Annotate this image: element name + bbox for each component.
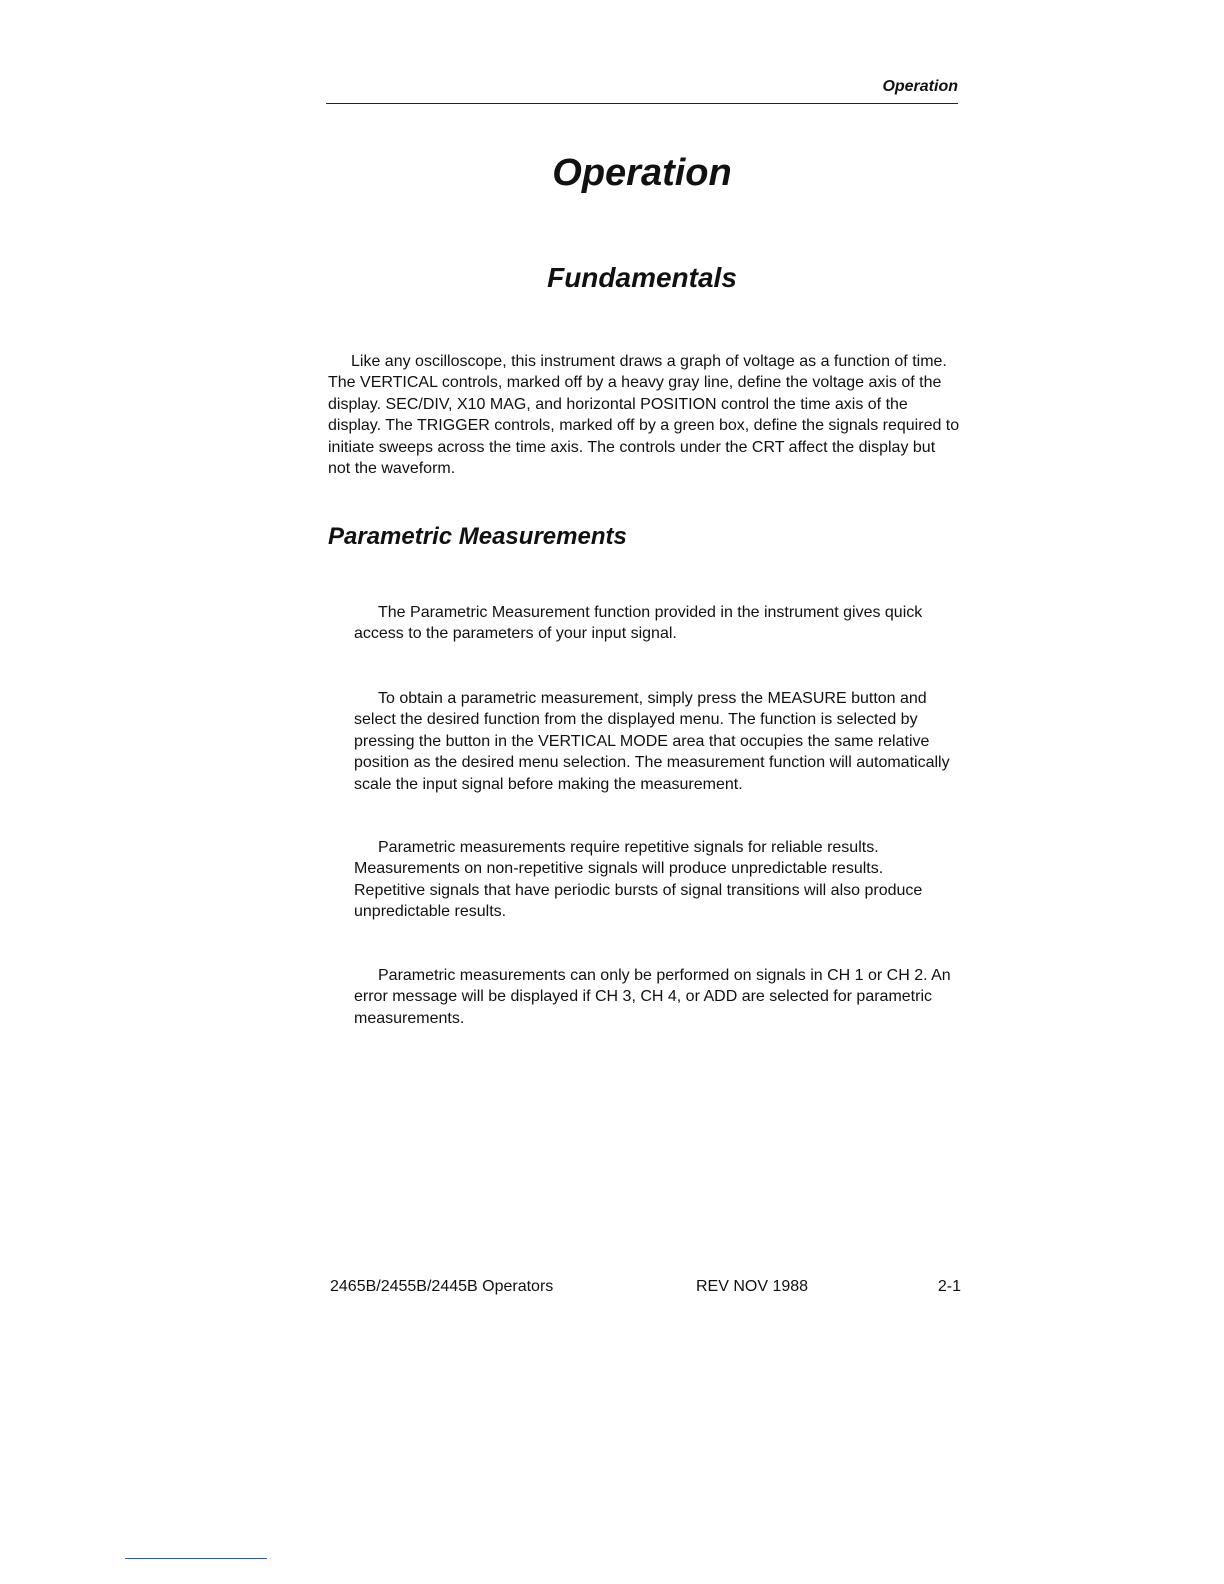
parametric-paragraph: Parametric measurements can only be performed on signals in CH 1 or CH 2. An error message will be displayed if CH 3, CH 4, or ADD are selected for parametric measurements. — [354, 967, 951, 1027]
parametric-paragraph: To obtain a parametric measurement, simply press the MEASURE button and select the desired function from the displayed menu. The function is selected by pressing the button in the VERTICAL MODE area that occupies the same relative position as the desired menu selection. The measurement function will automatically scale the input signal before making the measurement. — [354, 690, 950, 793]
footer-document-title: 2465B/2455B/2445B Operators — [330, 1278, 554, 1295]
parametric-paragraph: The Parametric Measurement function provided in the instrument gives quick access to the parameters of your input signal. — [354, 604, 923, 643]
chapter-title: Operation — [552, 152, 732, 194]
header-rule — [326, 103, 958, 104]
footer-page-number: 2-1 — [937, 1278, 961, 1295]
parametric-paragraph: Parametric measurements require repetitive signals for reliable results. Measurements on non-repetitive signals will produce unpredictable results. Repetitive signals that have periodic bursts of signal transitions will also produce unpredictable results. — [354, 839, 923, 921]
section-title-fundamentals: Fundamentals — [547, 262, 737, 293]
bottom-edge-line — [125, 1558, 267, 1559]
fundamentals-paragraph: Like any oscilloscope, this instrument draws a graph of voltage as a function of time. The VERTICAL controls, marked off by a heavy gray line, define the voltage axis of the display. SEC/DIV, X10 MAG, and horizontal POSITION control the time axis of the display. The TRIGGER controls, marked off by a green box, define the signals required to initiate sweeps across the time axis. The controls under the CRT affect the display but not the waveform. — [328, 353, 960, 478]
running-head: Operation — [882, 78, 958, 95]
section-title-parametric-measurements: Parametric Measurements — [328, 523, 627, 550]
footer-revision: REV NOV 1988 — [696, 1278, 809, 1295]
